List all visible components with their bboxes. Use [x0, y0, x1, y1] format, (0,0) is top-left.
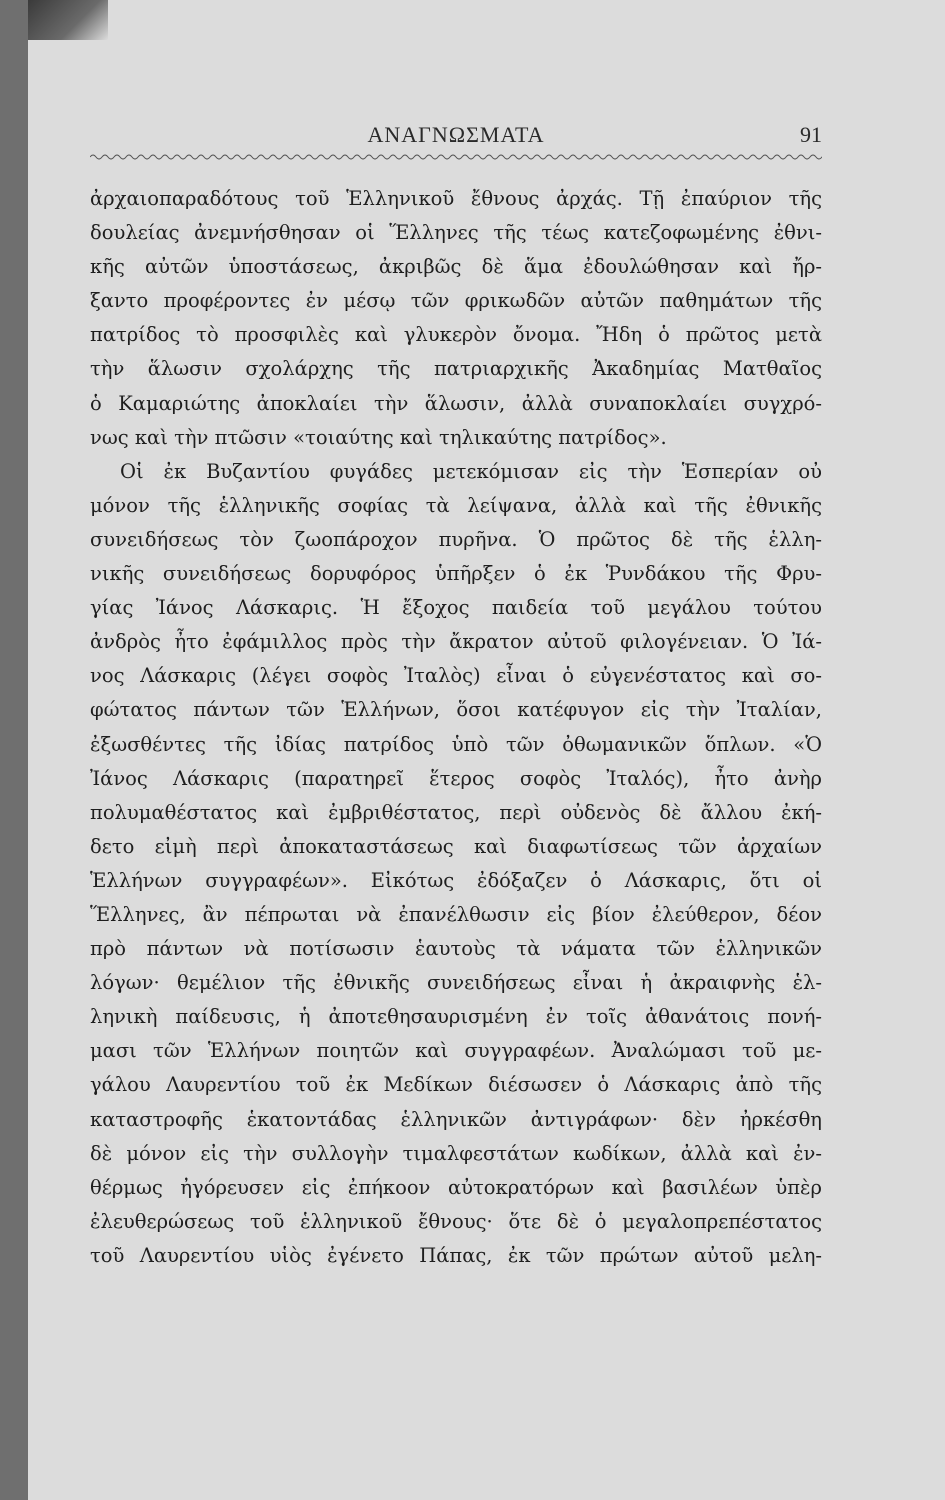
running-header: [90, 122, 822, 152]
wavy-rule-divider: [90, 152, 822, 162]
text-line: ὁ Καμαριώτης ἀποκλαίει τὴν ἅλωσιν, ἀλλὰ συναποκλαίει συγχρό-: [90, 391, 822, 415]
text-line: γάλου Λαυρεντίου τοῦ ἐκ Μεδίκων διέσωσεν ὁ Λάσκαρις ἀπὸ τῆς: [90, 1073, 822, 1097]
text-line: ἀρχαιοπαραδότους τοῦ Ἑλληνικοῦ ἔθνους ἀρχάς. Τῇ ἐπαύριον τῆς: [90, 187, 822, 210]
body-text: [90, 182, 822, 1273]
text-line: Ἕλληνες, ἂν πέπρωται νὰ ἐπανέλθωσιν εἰς βίον ἐλεύθερον, δέον: [90, 902, 822, 926]
text-line: Ἰάνος Λάσκαρις (παρατηρεῖ ἕτερος σοφὸς Ἰταλός), ἦτο ἀνὴρ: [90, 766, 822, 790]
text-line: νικῆς συνειδήσεως δορυφόρος ὑπῆρξεν ὁ ἐκ Ῥυνδάκου τῆς Φρυ-: [90, 562, 822, 586]
text-line: μασι τῶν Ἑλλήνων ποιητῶν καὶ συγγραφέων. Ἀναλώμασι τοῦ με-: [90, 1039, 822, 1063]
text-line: νως καὶ τὴν πτῶσιν «τοιαύτης καὶ τηλικαύτης πατρίδος».: [90, 425, 667, 449]
text-line: ἐλευθερώσεως τοῦ ἑλληνικοῦ ἔθνους· ὅτε δὲ ὁ μεγαλοπρεπέστατος: [90, 1209, 822, 1233]
text-line: μόνον τῆς ἑλληνικῆς σοφίας τὰ λείψανα, ἀλλὰ καὶ τῆς ἐθνικῆς: [90, 493, 822, 517]
text-line: νος Λάσκαρις (λέγει σοφὸς Ἰταλὸς) εἶναι ὁ εὐγενέστατος καὶ σο-: [90, 664, 822, 688]
page-corner-shadow: [28, 0, 108, 40]
text-line: Οἱ ἐκ Βυζαντίου φυγάδες μετεκόμισαν εἰς τὴν Ἑσπερίαν οὐ: [120, 459, 822, 483]
text-line: δὲ μόνον εἰς τὴν συλλογὴν τιμαλφεστάτων κωδίκων, ἀλλὰ καὶ ἐν-: [90, 1141, 822, 1165]
text-line: Ἑλλήνων συγγραφέων». Εἰκότως ἐδόξαζεν ὁ Λάσκαρις, ὅτι οἱ: [90, 868, 822, 892]
text-line: πρὸ πάντων νὰ ποτίσωσιν ἑαυτοὺς τὰ νάματα τῶν ἑλληνικῶν: [90, 937, 822, 961]
text-line: τοῦ Λαυρεντίου υἱὸς ἐγένετο Πάπας, ἐκ τῶν πρώτων αὐτοῦ μελη-: [90, 1243, 822, 1267]
running-title: ΑΝΑΓΝΩΣΜΑΤΑ: [367, 122, 545, 147]
page-number: 91: [800, 122, 822, 147]
text-line: γίας Ἰάνος Λάσκαρις. Ἡ ἔξοχος παιδεία τοῦ μεγάλου τούτου: [90, 596, 822, 620]
text-line: ληνικὴ παίδευσις, ἡ ἀποτεθησαυρισμένη ἐν τοῖς ἀθανάτοις πονή-: [90, 1005, 822, 1029]
text-line: δετο εἰμὴ περὶ ἀποκαταστάσεως καὶ διαφωτίσεως τῶν ἀρχαίων: [90, 834, 822, 858]
text-line: συνειδήσεως τὸν ζωοπάροχον πυρῆνα. Ὁ πρῶτος δὲ τῆς ἑλλη-: [90, 527, 822, 551]
text-line: λόγων· θεμέλιον τῆς ἐθνικῆς συνειδήσεως εἶναι ἡ ἀκραιφνὴς ἑλ-: [90, 971, 822, 995]
text-line: φώτατος πάντων τῶν Ἑλλήνων, ὅσοι κατέφυγον εἰς τὴν Ἰταλίαν,: [90, 698, 822, 722]
text-line: ἀνδρὸς ἦτο ἐφάμιλλος πρὸς τὴν ἄκρατον αὐτοῦ φιλογένειαν. Ὁ Ἰά-: [90, 630, 822, 654]
text-line: καταστροφῆς ἑκατοντάδας ἑλληνικῶν ἀντιγράφων· δὲν ἠρκέσθη: [90, 1107, 822, 1131]
text-line: πατρίδος τὸ προσφιλὲς καὶ γλυκερὸν ὄνομα. Ἤδη ὁ πρῶτος μετὰ: [90, 323, 822, 347]
text-line: ξαντο προφέροντες ἐν μέσῳ τῶν φρικωδῶν αὐτῶν παθημάτων τῆς: [90, 289, 822, 313]
text-line: κῆς αὐτῶν ὑποστάσεως, ἀκριβῶς δὲ ἅμα ἐδουλώθησαν καὶ ἤρ-: [90, 255, 822, 279]
text-line: πολυμαθέστατος καὶ ἐμβριθέστατος, περὶ οὐδενὸς δὲ ἄλλου ἐκή-: [90, 800, 822, 824]
text-line: θέρμως ἠγόρευσεν εἰς ἐπήκοον αὐτοκρατόρων καὶ βασιλέων ὑπὲρ: [90, 1175, 822, 1199]
text-line: δουλείας ἀνεμνήσθησαν οἱ Ἕλληνες τῆς τέως κατεζοφωμένης ἐθνι-: [90, 221, 822, 245]
text-line: ἐξωσθέντες τῆς ἰδίας πατρίδος ὑπὸ τῶν ὀθωμανικῶν ὅπλων. «Ὁ: [90, 732, 822, 756]
text-line: τὴν ἅλωσιν σχολάρχης τῆς πατριαρχικῆς Ἀκαδημίας Ματθαῖος: [90, 357, 822, 381]
